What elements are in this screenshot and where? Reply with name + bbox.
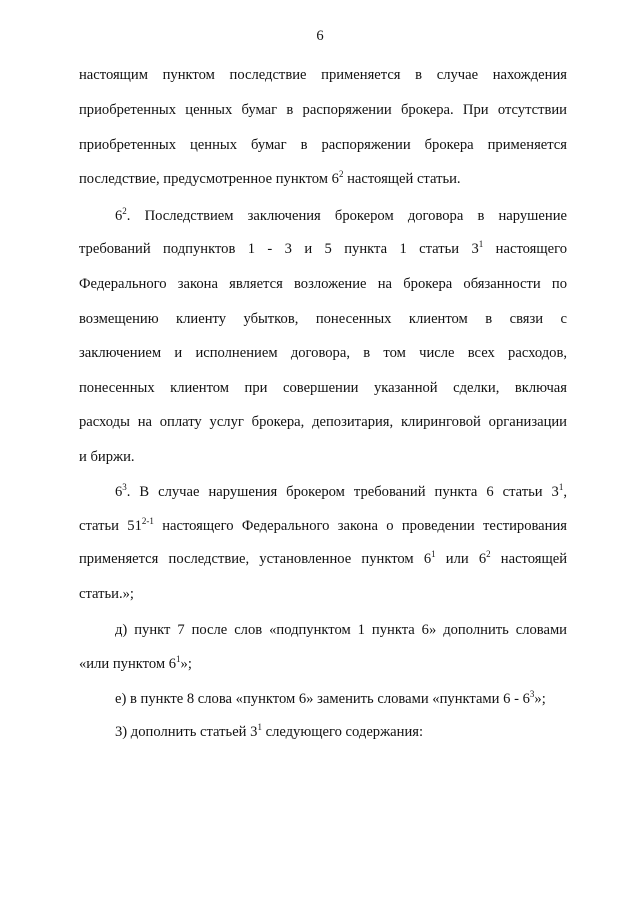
paragraph-line: $6^3$. В случае нарушения брокером требований пункта 6 статьи $3^1$, — [115, 482, 567, 500]
paragraph-line: приобретенных ценных бумаг в распоряжении брокера. При отсутствии — [79, 102, 567, 118]
paragraph-line: 3) дополнить статьей $3^1$ следующего содержания: — [115, 722, 424, 740]
page-number: 6 — [316, 28, 324, 44]
paragraph-line: е) в пункте 8 слова «пунктом 6» заменить словами «пунктами $6 - 6^3$»; — [115, 689, 546, 707]
paragraph-line: приобретенных ценных бумаг в распоряжении брокера применяется — [79, 137, 567, 153]
paragraph-line: применяется последствие, установленное пунктом $6^1$ или $6^2$ настоящей — [79, 549, 568, 567]
paragraph-line: д) пункт 7 после слов «подпунктом 1 пункта 6» дополнить словами — [115, 622, 567, 638]
paragraph-line: понесенных клиентом при совершении указанной сделки, включая — [79, 380, 567, 396]
paragraph-line: статьи.»; — [79, 586, 134, 602]
paragraph-line: статьи 51$^{2-1}$ настоящего Федерального закона о проведении тестирования — [79, 516, 567, 534]
paragraph-line: настоящим пунктом последствие применяется в случае нахождения — [79, 67, 567, 83]
paragraph-line: «или пунктом $6^1$»; — [79, 654, 192, 672]
paragraph-line: возмещению клиенту убытков, понесенных клиентом в связи с — [79, 311, 567, 327]
paragraph-line: расходы на оплату услуг брокера, депозитария, клиринговой организации — [79, 414, 567, 430]
paragraph-line: требований подпунктов 1 - 3 и 5 пункта 1 статьи $3^1$ настоящего — [79, 239, 567, 257]
paragraph-line: Федерального закона является возложение на брокера обязанности по — [79, 276, 567, 292]
paragraph-line: $6^2$. Последствием заключения брокером договора в нарушение — [115, 206, 567, 224]
paragraph-line: и биржи. — [79, 449, 135, 465]
paragraph-line: последствие, предусмотренное пунктом $6^2$ настоящей статьи. — [79, 169, 461, 187]
paragraph-line: заключением и исполнением договора, в том числе всех расходов, — [79, 345, 567, 361]
